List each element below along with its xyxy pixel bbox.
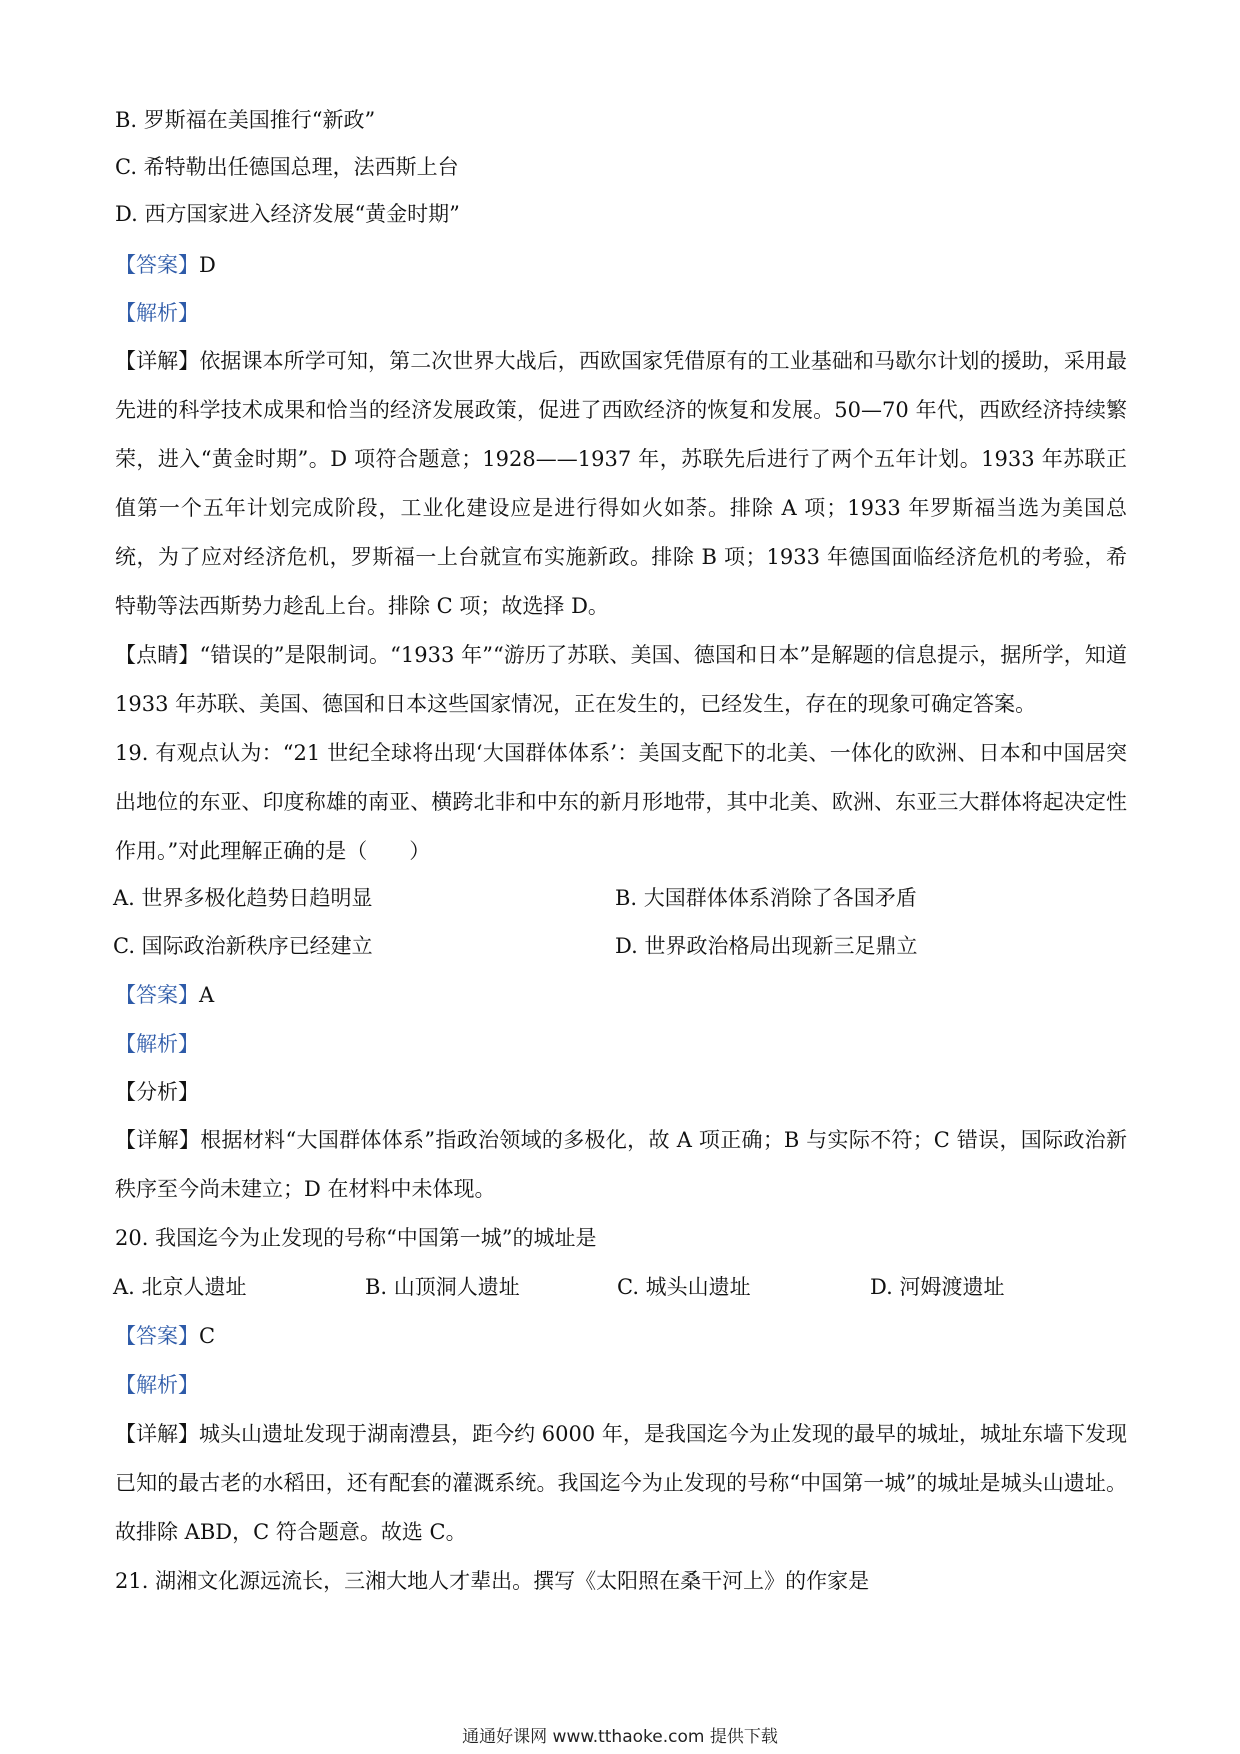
page-footer: 通通好课网 www.tthaoke.com 提供下载	[462, 1727, 778, 1747]
q19-option-d: D. 世界政治格局出现新三足鼎立	[615, 934, 918, 958]
answer-tag: 【答案】	[115, 253, 199, 277]
q20-analysis-tag	[115, 1370, 199, 1400]
q19-option-b: B. 大国群体体系消除了各国矛盾	[615, 886, 917, 910]
point-text: “错误的”是限制词。“1933 年”“游历了苏联、美国、德国和日本”是解题的信息提示，据所学，知道 1933 年苏联、美国、德国和日本这些国家情况，正在发生的，已经发生，存在的现象可确定答案。	[115, 643, 1128, 716]
analysis-tag: 【解析】	[115, 1373, 199, 1397]
q19-option-a: A. 世界多极化趋势日趋明显	[113, 886, 373, 910]
q18-point	[115, 631, 1127, 729]
q20-option-d: D. 河姆渡遗址	[870, 1275, 1005, 1299]
detail-tag: 【详解】	[115, 349, 200, 373]
q18-analysis-tag	[115, 298, 199, 328]
q20-stem: 20. 我国迄今为止发现的号称“中国第一城”的城址是	[115, 1226, 597, 1250]
q19-fenxi-tag: 【分析】	[115, 1080, 199, 1104]
q20-detail	[115, 1410, 1127, 1557]
q19-option-c: C. 国际政治新秩序已经建立	[113, 934, 373, 958]
q19-stem: 19. 有观点认为：“21 世纪全球将出现‘大国群体体系’：美国支配下的北美、一体化的欧洲、日本和中国居突出地位的东亚、印度称雄的南亚、横跨北非和中东的新月形地带，其中北美、欧洲、东亚三大群体将起决定性作用。”对此理解正确的是（ ）	[115, 741, 1127, 863]
analysis-tag: 【解析】	[115, 301, 199, 325]
q19-analysis-tag	[115, 1029, 199, 1059]
q20-answer	[115, 1321, 215, 1351]
q18-option-b: B. 罗斯福在美国推行“新政”	[115, 108, 376, 132]
q20-option-b: B. 山顶洞人遗址	[365, 1275, 520, 1299]
q19-detail	[115, 1116, 1127, 1214]
answer-tag: 【答案】	[115, 983, 199, 1007]
q19-answer	[115, 980, 214, 1010]
detail-text: 依据课本所学可知，第二次世界大战后，西欧国家凭借原有的工业基础和马歇尔计划的援助，采用最先进的科学技术成果和恰当的经济发展政策，促进了西欧经济的恢复和发展。50—70 年代，西欧经济持续繁荣，进入“黄金时期”。D 项符合题意；1928——1937 年，苏联先后进行了两个五年计划。1933 年苏联正值第一个五年计划完成阶段，工业化建设应是进行得如火如荼。排除 A 项；1933 年罗斯福当选为美国总统，为了应对经济危机，罗斯福一上台就宣布实施新政。排除 B 项；1933 年德国面临经济危机的考验，希特勒等法西斯势力趁乱上台。排除 C 项；故选择 D。	[115, 349, 1127, 618]
q18-option-c: C. 希特勒出任德国总理，法西斯上台	[115, 155, 459, 179]
answer-value: D	[199, 253, 216, 277]
q18-detail	[115, 337, 1127, 631]
analysis-tag: 【解析】	[115, 1032, 199, 1056]
q20-option-a: A. 北京人遗址	[113, 1275, 247, 1299]
detail-tag: 【详解】	[115, 1128, 201, 1152]
answer-value: C	[199, 1324, 216, 1348]
point-tag: 【点睛】	[115, 643, 200, 667]
q18-option-d: D. 西方国家进入经济发展“黄金时期”	[115, 202, 460, 226]
answer-tag: 【答案】	[115, 1324, 199, 1348]
q21-stem: 21. 湖湘文化源远流长，三湘大地人才辈出。撰写《太阳照在桑干河上》的作家是	[115, 1569, 870, 1593]
q20-option-c: C. 城头山遗址	[617, 1275, 751, 1299]
q18-answer	[115, 250, 216, 280]
detail-tag: 【详解】	[115, 1422, 200, 1446]
detail-text: 根据材料“大国群体体系”指政治领域的多极化，故 A 项正确；B 与实际不符；C 错误，国际政治新秩序至今尚未建立；D 在材料中未体现。	[115, 1128, 1127, 1201]
detail-text: 城头山遗址发现于湖南澧县，距今约 6000 年，是我国迄今为止发现的最早的城址，城址东墙下发现已知的最古老的水稻田，还有配套的灌溉系统。我国迄今为止发现的号称“中国第一城”的城址是城头山遗址。故排除 ABD，C 符合题意。故选 C。	[115, 1422, 1128, 1544]
answer-value: A	[199, 983, 215, 1007]
